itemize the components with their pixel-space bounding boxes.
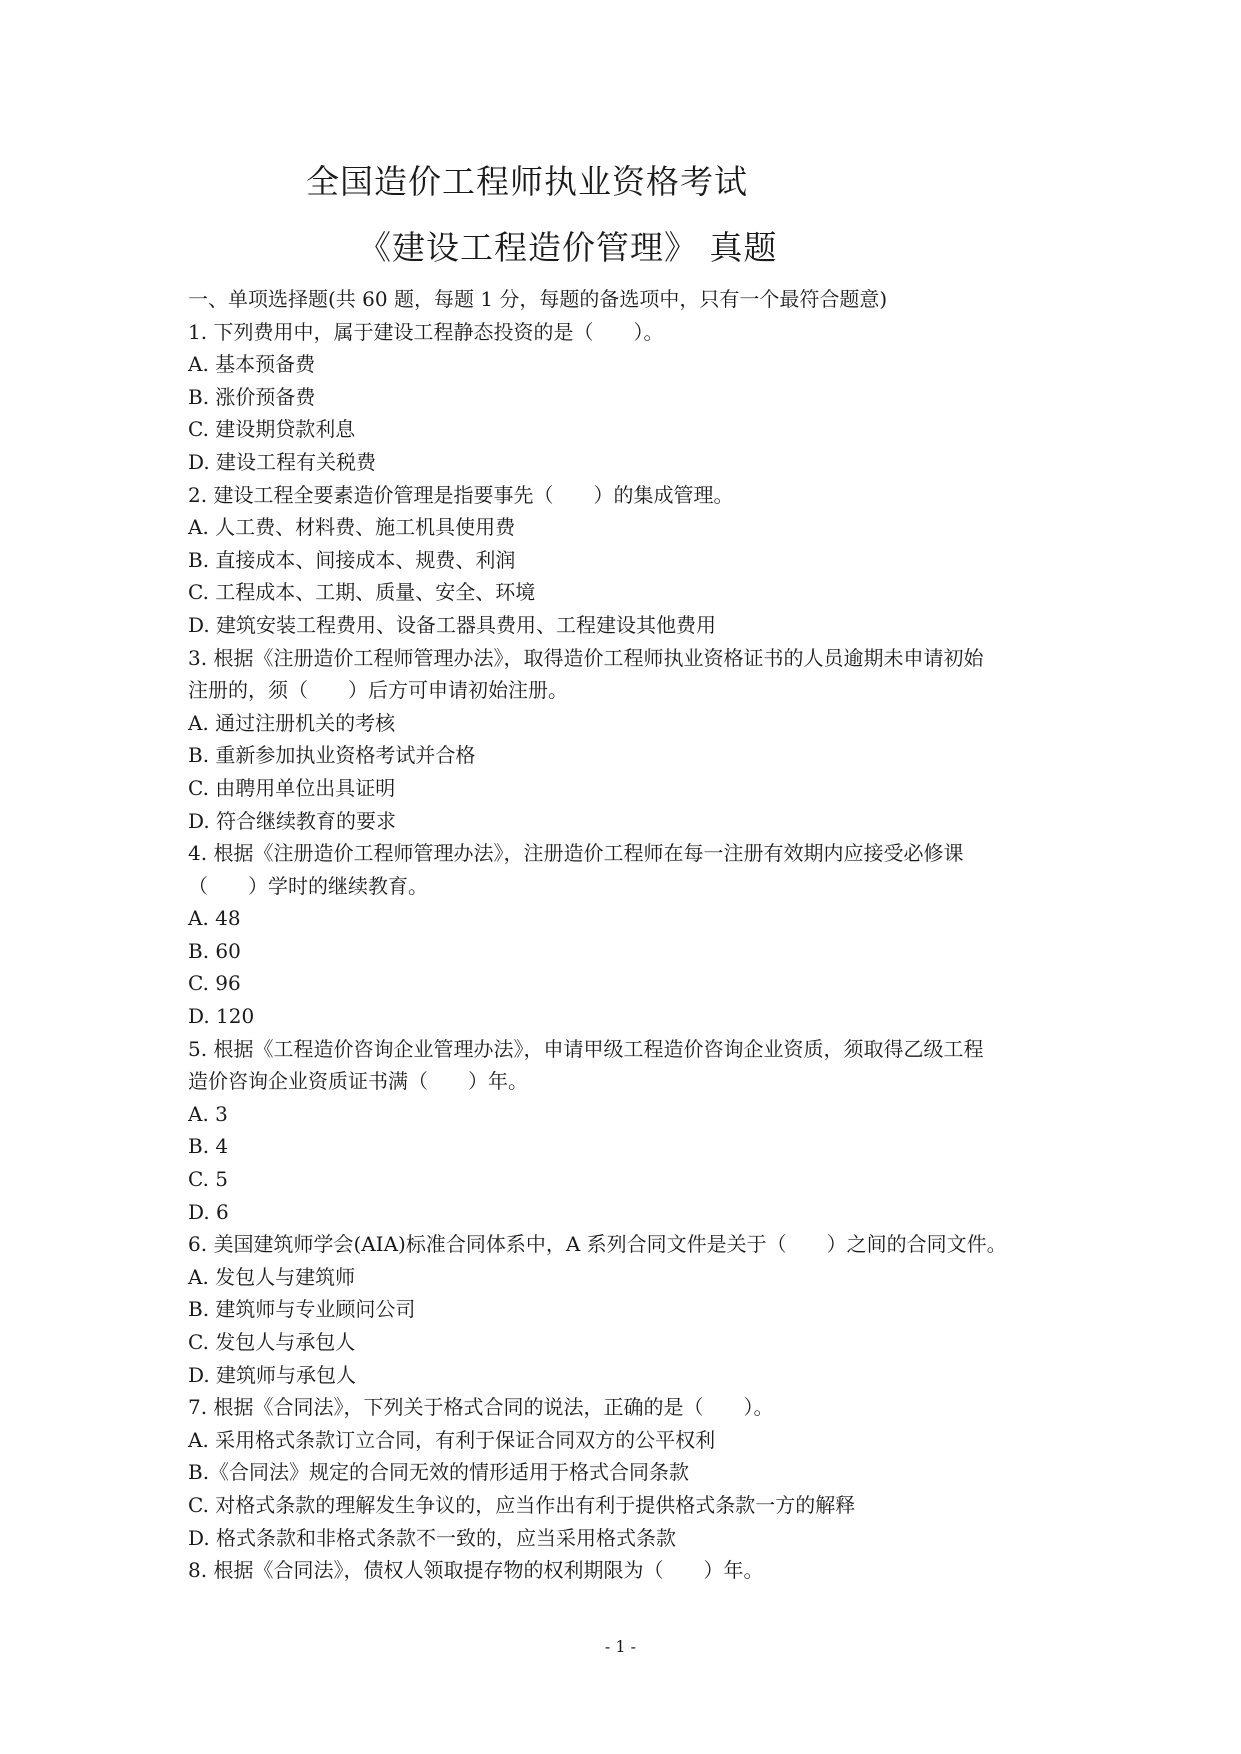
text-line: A. 发包人与建筑师 [188, 1264, 356, 1289]
text-line: A. 3 [188, 1101, 228, 1126]
text-line: C. 96 [188, 971, 241, 996]
text-line: 造价咨询企业资质证书满（ ）年。 [188, 1069, 528, 1094]
text-line: 8. 根据《合同法》，债权人领取提存物的权利期限为（ ）年。 [188, 1558, 764, 1583]
text-line: A. 48 [188, 906, 241, 931]
text-line: D. 格式条款和非格式条款不一致的，应当采用格式条款 [188, 1525, 677, 1550]
text-line: B.《合同法》规定的合同无效的情形适用于格式合同条款 [188, 1460, 690, 1485]
question-body [188, 283, 1068, 1587]
text-line: B. 4 [188, 1134, 229, 1159]
text-line: 4. 根据《注册造价工程师管理办法》，注册造价工程师在每一注册有效期内应接受必修课 [188, 841, 964, 866]
text-line: 3. 根据《注册造价工程师管理办法》，取得造价工程师执业资格证书的人员逾期未申请初始 [188, 645, 984, 670]
text-line: C. 对格式条款的理解发生争议的，应当作出有利于提供格式条款一方的解释 [188, 1492, 856, 1517]
document-subtitle: 《建设工程造价管理》 真题 [358, 228, 778, 267]
page-number: - 1 - [604, 1637, 637, 1656]
text-line: C. 发包人与承包人 [188, 1330, 356, 1354]
text-line: 5. 根据《工程造价咨询企业管理办法》，申请甲级工程造价咨询企业资质，须取得乙级工程 [188, 1036, 984, 1061]
text-line: D. 建筑师与承包人 [188, 1362, 357, 1387]
text-line: D. 建筑安装工程费用、设备工器具费用、工程建设其他费用 [188, 612, 717, 637]
text-line: B. 涨价预备费 [188, 384, 316, 409]
text-line: 7. 根据《合同法》，下列关于格式合同的说法，正确的是（ ）。 [188, 1395, 774, 1420]
text-line: B. 60 [188, 938, 241, 963]
text-line: B. 建筑师与专业顾问公司 [188, 1297, 416, 1322]
text-line: C. 5 [188, 1167, 229, 1192]
text-line: D. 符合继续教育的要求 [188, 808, 397, 833]
text-line: A. 基本预备费 [188, 352, 316, 377]
text-line: 一、单项选择题(共 60 题，每题 1 分，每题的备选项中，只有一个最符合题意) [188, 287, 888, 311]
text-line: （ ）学时的继续教育。 [188, 873, 428, 898]
text-line: A. 采用格式条款订立合同，有利于保证合同双方的公平权利 [188, 1427, 716, 1452]
text-line: C. 由聘用单位出具证明 [188, 775, 396, 800]
text-line: A. 通过注册机关的考核 [188, 710, 396, 735]
text-line: B. 直接成本、间接成本、规费、利润 [188, 547, 516, 572]
text-line: B. 重新参加执业资格考试并合格 [188, 743, 476, 768]
text-line: D. 建设工程有关税费 [188, 449, 377, 474]
text-line: A. 人工费、材料费、施工机具使用费 [188, 515, 516, 540]
text-line: C. 工程成本、工期、质量、安全、环境 [188, 580, 536, 605]
document-title: 全国造价工程师执业资格考试 [306, 162, 748, 201]
text-line: D. 120 [188, 1004, 255, 1029]
text-line: 2. 建设工程全要素造价管理是指要事先（ ）的集成管理。 [188, 482, 734, 507]
text-line: D. 6 [188, 1199, 229, 1224]
text-line: 1. 下列费用中，属于建设工程静态投资的是（ ）。 [188, 319, 664, 344]
text-line: C. 建设期贷款利息 [188, 417, 356, 442]
text-line: 注册的，须（ ）后方可申请初始注册。 [188, 678, 568, 703]
text-line: 6. 美国建筑师学会(AIA)标准合同体系中，A 系列合同文件是关于（ ）之间的合同文件。 [188, 1232, 1007, 1257]
